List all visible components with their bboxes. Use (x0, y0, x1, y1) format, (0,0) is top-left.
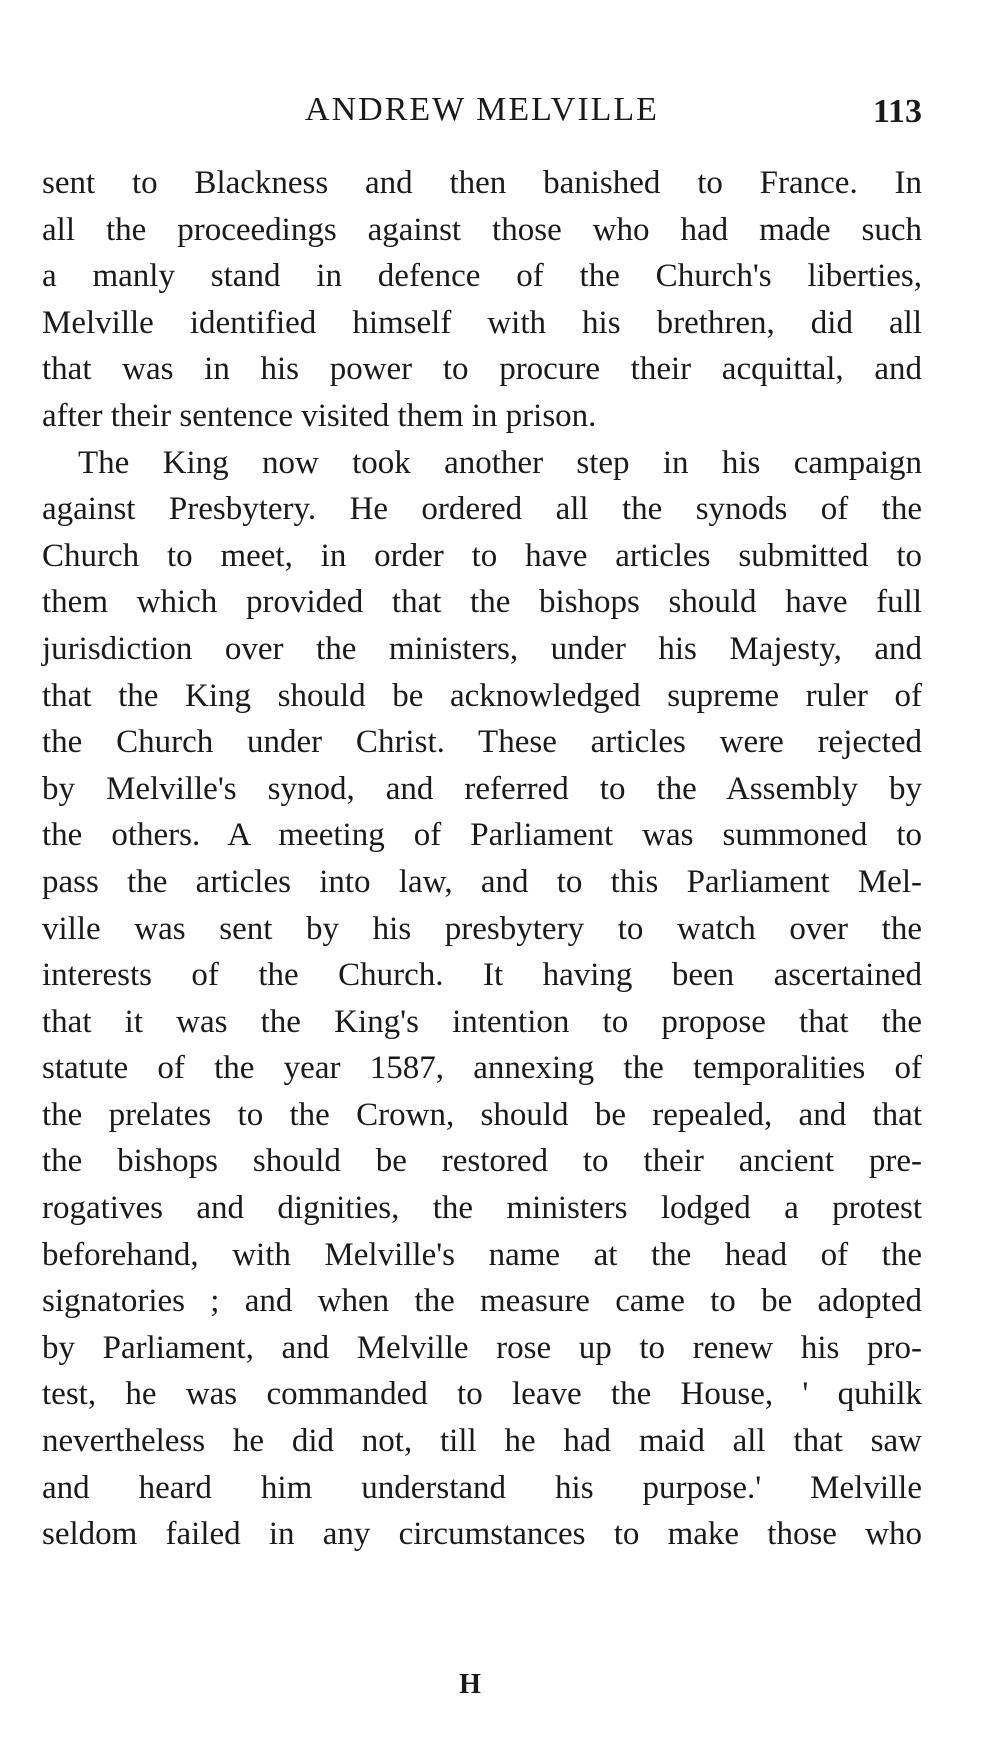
running-title: ANDREW MELVILLE (305, 91, 659, 128)
text-line: the prelates to the Crown, should be repealed, and that (42, 1096, 922, 1133)
text-line: nevertheless he did not, till he had maid all that saw (42, 1423, 922, 1460)
text-line: the others. A meeting of Parliament was summoned to (42, 817, 922, 854)
text-line: that the King should be acknowledged supreme ruler of (42, 677, 922, 714)
text-line: interests of the Church. It having been ascertained (42, 957, 922, 994)
text-line: by Melville's synod, and referred to the Assembly by (42, 770, 922, 807)
text-line: seldom failed in any circumstances to make those who (42, 1516, 922, 1553)
text-line: a manly stand in defence of the Church's liberties, (42, 258, 922, 295)
text-line: and heard him understand his purpose.' Melville (42, 1469, 922, 1506)
text-line: The King now took another step in his campaign (78, 444, 922, 481)
text-line: jurisdiction over the ministers, under his Majesty, and (42, 630, 922, 667)
text-line: the bishops should be restored to their ancient pre- (42, 1143, 922, 1180)
paragraph (42, 160, 922, 440)
text-line: pass the articles into law, and to this Parliament Mel- (42, 863, 922, 900)
text-line: rogatives and dignities, the ministers lodged a protest (42, 1190, 922, 1227)
text-line: sent to Blackness and then banished to France. In (42, 165, 922, 201)
signature-mark: H (459, 1669, 481, 1700)
text-line: ville was sent by his presbytery to watch over the (42, 910, 922, 947)
body-text (42, 160, 922, 1558)
text-line: the Church under Christ. These articles were rejected (42, 724, 922, 761)
text-line: that was in his power to procure their acquittal, and (42, 351, 922, 388)
page-number: 113 (872, 93, 922, 130)
text-line: Melville identified himself with his brethren, did all (42, 304, 922, 341)
text-line: that it was the King's intention to propose that the (42, 1003, 922, 1040)
running-head (42, 90, 922, 130)
text-line: against Presbytery. He ordered all the synods of the (42, 491, 922, 528)
text-line: test, he was commanded to leave the House, ' quhilk (42, 1376, 922, 1413)
text-line: beforehand, with Melville's name at the head of the (42, 1236, 922, 1273)
paragraph (42, 440, 922, 1558)
text-line: by Parliament, and Melville rose up to renew his pro- (42, 1329, 922, 1366)
text-line: Church to meet, in order to have articles submitted to (42, 537, 922, 574)
text-line: all the proceedings against those who had made such (42, 211, 922, 248)
text-line: signatories ; and when the measure came to be adopted (42, 1283, 922, 1320)
text-line: statute of the year 1587, annexing the temporalities of (42, 1050, 922, 1087)
text-line: after their sentence visited them in prison. (42, 397, 597, 434)
text-line: them which provided that the bishops should have full (42, 584, 922, 621)
